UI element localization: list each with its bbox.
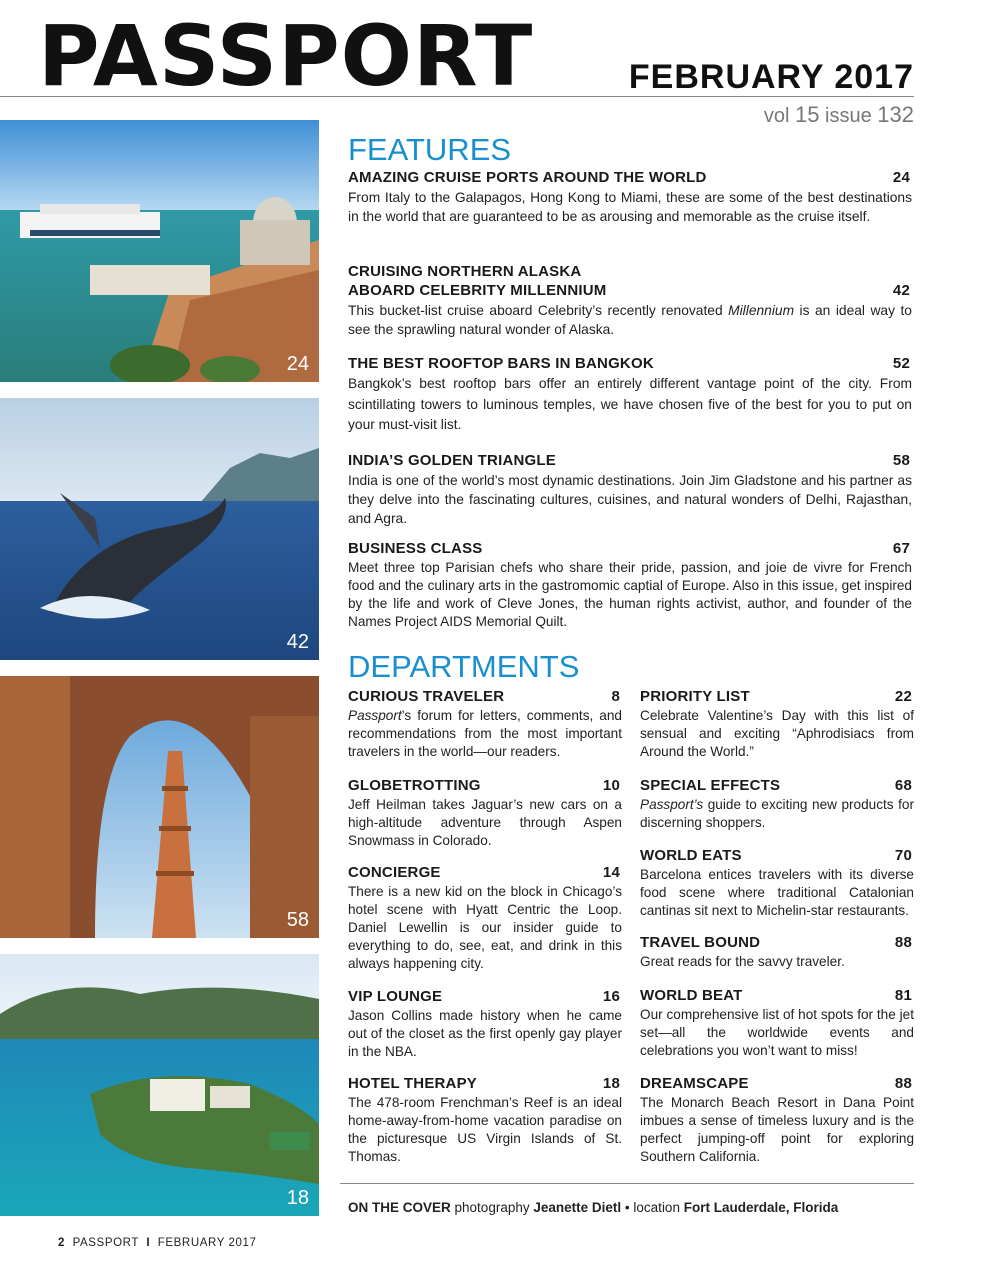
feature-item[interactable]: [348, 354, 912, 436]
vol-label: vol: [763, 105, 790, 127]
department-title: HOTEL THERAPY: [348, 1075, 478, 1092]
department-page: 22: [894, 688, 912, 705]
volume-issue: [764, 102, 914, 128]
photo-page-number: 42: [286, 631, 309, 653]
feature-desc: From Italy to the Galapagos, Hong Kong to Miami, these are some of the best destinations in the world that are guaranteed to be as arousing and memorable as the cruise itself.: [348, 190, 912, 224]
features-heading: FEATURES: [348, 132, 512, 167]
department-desc: Barcelona entices travelers with its diverse food scene where traditional Catalonian cantinas sit next to Michelin-star restaurants.: [640, 867, 914, 918]
cover-photographer: Jeanette Dietl: [533, 1200, 622, 1215]
department-item[interactable]: [348, 987, 622, 1061]
feature-page: 67: [892, 540, 910, 557]
feature-page: 24: [892, 169, 910, 186]
feature-title: INDIA’S GOLDEN TRIANGLE: [348, 452, 556, 469]
department-title: VIP LOUNGE: [348, 988, 443, 1005]
footer-page-number: 2: [58, 1237, 65, 1249]
feature-title: CRUISING NORTHERN ALASKA ABOARD CELEBRITY MILLENNIUM: [348, 263, 607, 299]
feature-title: AMAZING CRUISE PORTS AROUND THE WORLD: [348, 169, 707, 186]
header-rule: [0, 96, 914, 97]
feature-page: 42: [892, 282, 910, 299]
feature-item[interactable]: [348, 262, 912, 339]
issue-label: issue: [825, 105, 872, 127]
department-item[interactable]: [640, 846, 914, 920]
department-desc: Our comprehensive list of hot spots for the jet set—all the worldwide events and celebrations you won’t want to miss!: [640, 1007, 914, 1058]
feature-desc: Bangkok’s best rooftop bars offer an entirely different vantage point of the city. From scintillating towers to luminous temples, we have chosen five of the best for you to put on your must-visit list.: [348, 376, 912, 432]
department-title: TRAVEL BOUND: [640, 934, 761, 951]
virgin-islands-photo[interactable]: [0, 954, 319, 1216]
department-page: 88: [894, 934, 912, 951]
department-item[interactable]: [640, 933, 914, 971]
feature-page: 52: [892, 355, 910, 372]
department-page: 8: [611, 688, 620, 705]
feature-desc: India is one of the world’s most dynamic destinations. Join Jim Gladstone and his partner as they delve into the fascinating cultures, cuisines, and natural wonders of Delhi, Rajasthan, and Agra.: [348, 473, 912, 526]
department-title: WORLD BEAT: [640, 987, 743, 1004]
department-title: CURIOUS TRAVELER: [348, 688, 505, 705]
department-desc: Passport’s guide to exciting new products for discerning shoppers.: [640, 797, 914, 830]
department-page: 70: [894, 847, 912, 864]
department-title: SPECIAL EFFECTS: [640, 777, 781, 794]
department-item[interactable]: [640, 986, 914, 1060]
department-item[interactable]: [348, 687, 622, 761]
page-footer: 2 PASSPORT I FEBRUARY 2017: [58, 1237, 257, 1249]
cover-label: ON THE COVER: [348, 1200, 451, 1215]
department-page: 88: [894, 1075, 912, 1092]
department-page: 14: [602, 864, 620, 881]
feature-page: 58: [892, 452, 910, 469]
department-page: 68: [894, 777, 912, 794]
venice-cruise-image: [0, 120, 319, 382]
department-desc: The 478-room Frenchman’s Reef is an ideal home-away-from-home vacation paradise on the picturesque US Virgin Islands of St. Thomas.: [348, 1095, 622, 1164]
department-title: CONCIERGE: [348, 864, 441, 881]
qutub-minar-photo[interactable]: [0, 676, 319, 938]
feature-title: THE BEST ROOFTOP BARS IN BANGKOK: [348, 355, 654, 372]
department-item[interactable]: [348, 1074, 622, 1166]
feature-title: BUSINESS CLASS: [348, 540, 483, 557]
department-item[interactable]: [640, 687, 914, 761]
photo-page-number: 18: [286, 1187, 309, 1209]
department-desc: Jason Collins made history when he came out of the closet as the first openly gay player in the NBA.: [348, 1008, 622, 1059]
department-desc: Passport’s forum for letters, comments, and recommendations from the most important travelers in the world—our readers.: [348, 708, 622, 759]
cover-credit: ON THE COVER photography Jeanette Dietl • location Fort Lauderdale, Florida: [348, 1200, 839, 1215]
feature-desc: Meet three top Parisian chefs who share their pride, passion, and joie de vivre for French food and the culinary arts in the gastromomic captial of Europe. Also in this issue, get inspired by the life and work of Cleve Jones, the human rights activist, author, and founder of the Names Project AIDS Memorial Quilt.: [348, 560, 912, 629]
footer-date: FEBRUARY 2017: [157, 1237, 257, 1249]
feature-item[interactable]: [348, 451, 912, 528]
department-desc: Celebrate Valentine’s Day with this list of sensual and exciting “Aphrodisiacs from Around the World.”: [640, 708, 914, 759]
department-desc: Great reads for the savvy traveler.: [640, 954, 845, 969]
departments-heading: DEPARTMENTS: [348, 649, 580, 684]
department-title: WORLD EATS: [640, 847, 742, 864]
department-page: 18: [602, 1075, 620, 1092]
department-page: 10: [602, 777, 620, 794]
feature-item[interactable]: [348, 168, 912, 226]
vol-number: 15: [794, 102, 820, 127]
department-title: GLOBETROTTING: [348, 777, 481, 794]
photo-page-number: 58: [286, 909, 309, 931]
photo-page-number: 24: [286, 353, 309, 375]
department-page: 16: [602, 988, 620, 1005]
department-desc: The Monarch Beach Resort in Dana Point imbues a sense of timeless luxury and is the perfect jumping-off point for exploring Southern California.: [640, 1095, 914, 1164]
department-item[interactable]: [348, 863, 622, 973]
department-desc: There is a new kid on the block in Chicago’s hotel scene with Hyatt Centric the Loop. Daniel Lewellin is our insider guide to everything to do, see, eat, and drink in this always happening city.: [348, 884, 622, 971]
department-title: PRIORITY LIST: [640, 688, 750, 705]
footer-magazine: PASSPORT: [72, 1237, 139, 1249]
department-item[interactable]: [640, 776, 914, 832]
venice-cruise-photo[interactable]: [0, 120, 319, 382]
department-desc: Jeff Heilman takes Jaguar’s new cars on a high-altitude adventure through Aspen Snowmass in Colorado.: [348, 797, 622, 848]
masthead-title: PASSPORT: [38, 7, 534, 105]
whale-breach-image: [0, 398, 319, 660]
department-title: DREAMSCAPE: [640, 1075, 749, 1092]
issue-date: FEBRUARY 2017: [628, 58, 914, 96]
whale-breach-photo[interactable]: [0, 398, 319, 660]
department-item[interactable]: [640, 1074, 914, 1166]
qutub-minar-image: [0, 676, 319, 938]
virgin-islands-image: [0, 954, 319, 1216]
feature-desc: This bucket-list cruise aboard Celebrity’s recently renovated Millennium is an ideal way to see the sprawling natural wonder of Alaska.: [348, 303, 912, 337]
department-page: 81: [894, 987, 912, 1004]
cover-rule: [340, 1183, 914, 1184]
issue-number: 132: [877, 102, 914, 127]
cover-location: Fort Lauderdale, Florida: [683, 1200, 839, 1215]
department-item[interactable]: [348, 776, 622, 850]
feature-item[interactable]: [348, 539, 912, 631]
